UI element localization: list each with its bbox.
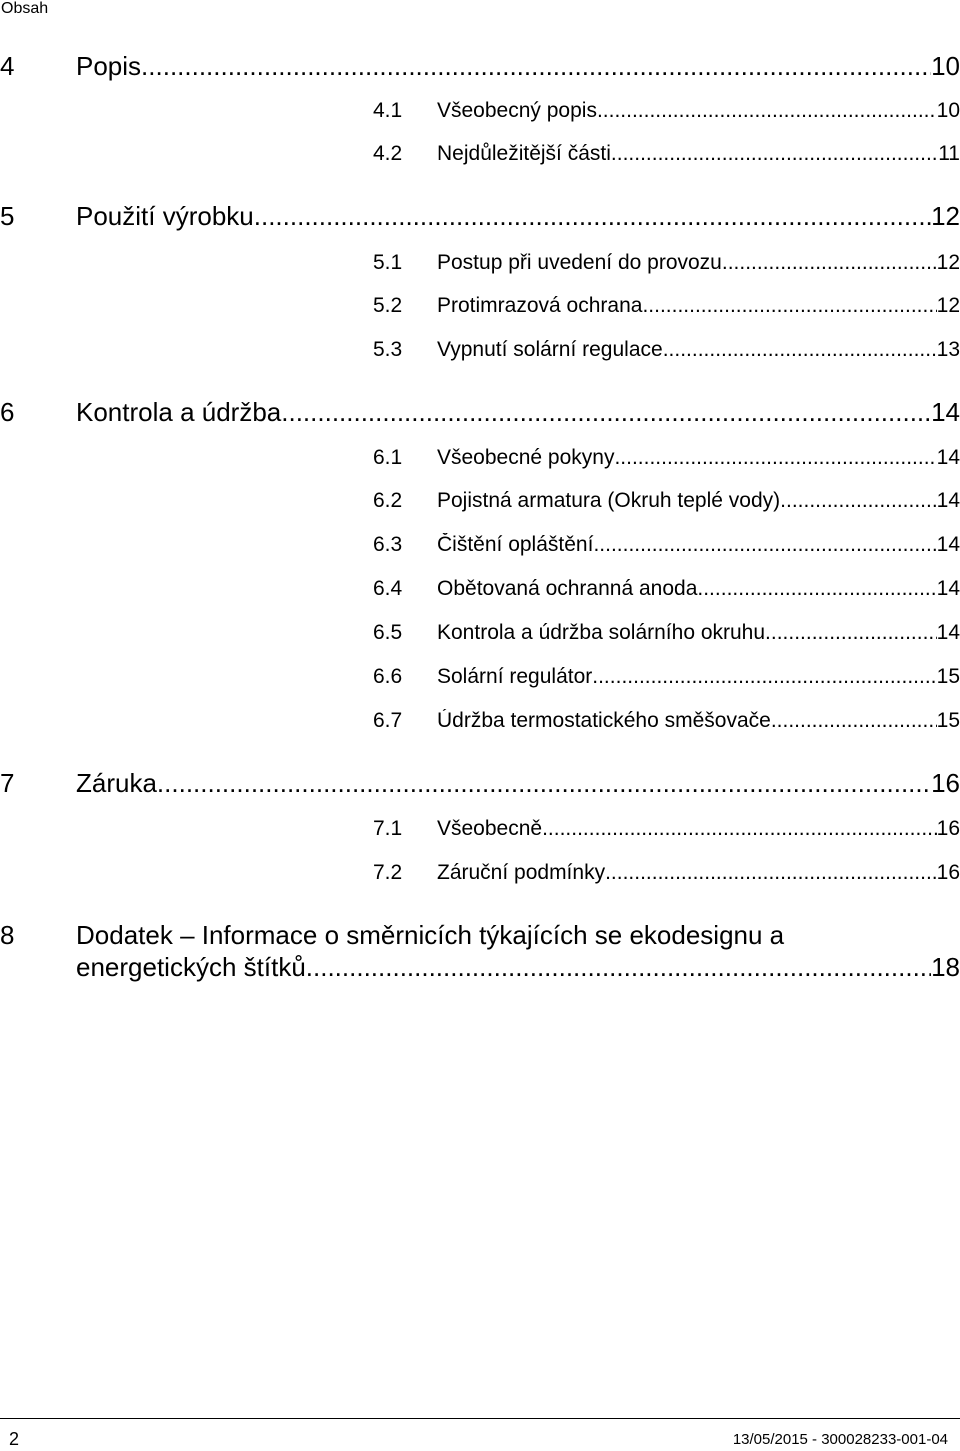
toc-entry-title: Čištění opláštění <box>437 533 594 556</box>
toc-entry-number: 5 <box>0 201 15 231</box>
toc-leader-dots <box>593 533 936 557</box>
toc-entry-page: 11 <box>938 142 960 165</box>
toc-entry-page: 14 <box>936 446 960 469</box>
toc-entry-number: 6.2 <box>373 489 403 512</box>
toc-entry[interactable] <box>373 621 960 645</box>
toc-entry[interactable] <box>373 251 960 275</box>
toc-entry[interactable] <box>373 489 960 513</box>
toc-entry-number: 6 <box>0 397 15 427</box>
toc-entry[interactable] <box>373 817 960 841</box>
toc-entry-page: 12 <box>936 251 960 274</box>
toc-entry-title: Záruka <box>76 768 157 798</box>
toc-entry-page: 15 <box>936 709 960 732</box>
toc-entry-page: 14 <box>936 621 960 644</box>
toc-entry[interactable] <box>373 446 960 470</box>
toc-entry-page: 13 <box>936 338 960 361</box>
toc-leader-dots <box>605 861 937 885</box>
toc-leader-dots <box>141 51 931 81</box>
toc-entry-multiline[interactable] <box>0 920 960 950</box>
toc-entry-continuation[interactable] <box>76 952 960 982</box>
toc-entry-title: Všeobecné pokyny <box>437 446 615 469</box>
toc-entry-title: Záruční podmínky <box>437 861 606 884</box>
toc-leader-dots <box>281 397 931 427</box>
toc-entry-title: Kontrola a údržba solárního okruhu <box>437 621 766 644</box>
toc-entry-number: 7 <box>0 768 15 798</box>
toc-entry[interactable] <box>373 99 960 123</box>
toc-entry-title: Obětovaná ochranná anoda <box>437 577 698 600</box>
toc-entry-title: Údržba termostatického směšovače <box>437 709 771 732</box>
toc-leader-dots <box>771 709 937 733</box>
toc-leader-dots <box>597 99 937 123</box>
toc-entry[interactable] <box>373 294 960 318</box>
toc-entry-page: 14 <box>936 577 960 600</box>
toc-entry-title: Všeobecně <box>437 817 543 840</box>
toc-entry-title: Použití výrobku <box>76 201 254 231</box>
toc-entry-page: 14 <box>936 489 960 512</box>
toc-entry-number: 4.1 <box>373 99 403 122</box>
toc-leader-dots <box>722 251 937 275</box>
toc-entry-title: Kontrola a údržba <box>76 397 282 427</box>
toc-leader-dots <box>254 201 931 231</box>
toc-entry-number: 6.1 <box>373 446 403 469</box>
toc-entry-page: 16 <box>936 861 960 884</box>
toc-entry[interactable] <box>373 338 960 362</box>
toc-leader-dots <box>306 952 931 982</box>
toc-entry-number: 6.7 <box>373 709 403 732</box>
toc-entry[interactable] <box>0 768 960 798</box>
toc-entry-page: 10 <box>936 99 960 122</box>
toc-entry-page: 15 <box>936 665 960 688</box>
toc-entry-title: Postup při uvedení do provozu <box>437 251 722 274</box>
toc-entry-number: 7.1 <box>373 817 403 840</box>
toc-entry-page: 12 <box>936 294 960 317</box>
toc-entry-title: Všeobecný popis <box>437 99 597 122</box>
toc-entry-number: 8 <box>0 920 15 950</box>
toc-entry-number: 5.2 <box>373 294 403 317</box>
footer-page-number: 2 <box>9 1429 20 1449</box>
toc-entry[interactable] <box>0 397 960 427</box>
toc-entry-page: 16 <box>931 768 960 798</box>
toc-entry-number: 6.4 <box>373 577 403 600</box>
toc-leader-dots <box>611 142 938 166</box>
toc-leader-dots <box>642 294 936 318</box>
toc-entry-number: 6.3 <box>373 533 403 556</box>
toc-leader-dots <box>663 338 937 362</box>
toc-entry-title: Vypnutí solární regulace <box>437 338 663 361</box>
footer-document-reference: 13/05/2015 - 300028233-001-04 <box>732 1431 948 1448</box>
toc-entry[interactable] <box>373 533 960 557</box>
toc-entry-number: 5.1 <box>373 251 403 274</box>
toc-entry[interactable] <box>0 51 960 81</box>
toc-entry-page: 14 <box>931 397 960 427</box>
toc-entry-number: 6.6 <box>373 665 403 688</box>
page-header-title: Obsah <box>1 0 49 17</box>
toc-entry[interactable] <box>0 201 960 231</box>
toc-entry-number: 6.5 <box>373 621 403 644</box>
toc-entry-title-line1: Dodatek – Informace o směrnicích týkajících se ekodesignu a <box>76 920 785 950</box>
toc-entry[interactable] <box>373 142 960 166</box>
toc-entry-page: 12 <box>931 201 960 231</box>
footer-divider <box>0 1418 960 1419</box>
toc-entry-title: Protimrazová ochrana <box>437 294 643 317</box>
toc-entry-number: 7.2 <box>373 861 403 884</box>
toc-leader-dots <box>592 665 936 689</box>
toc-entry-title: Popis <box>76 51 142 81</box>
toc-entry-page: 14 <box>936 533 960 556</box>
toc-entry-number: 4.2 <box>373 142 403 165</box>
toc-entry-page: 16 <box>936 817 960 840</box>
toc-entry-number: 5.3 <box>373 338 403 361</box>
toc-entry[interactable] <box>373 861 960 885</box>
toc-entry-page: 10 <box>931 51 960 81</box>
toc-entry-number: 4 <box>0 51 15 81</box>
toc-leader-dots <box>614 446 936 470</box>
toc-entry-title-line2: energetických štítků <box>76 952 306 982</box>
toc-entry[interactable] <box>373 665 960 689</box>
toc-entry-title: Solární regulátor <box>437 665 593 688</box>
toc-leader-dots <box>765 621 937 645</box>
toc-leader-dots <box>157 768 931 798</box>
toc-entry-title: Pojistná armatura (Okruh teplé vody) <box>437 489 781 512</box>
toc-leader-dots <box>542 817 937 841</box>
toc-entry-title: Nejdůležitější části <box>437 142 611 165</box>
toc-entry-page: 18 <box>931 952 960 982</box>
toc-entry[interactable] <box>373 709 960 733</box>
toc-entry[interactable] <box>373 577 960 601</box>
toc-leader-dots <box>780 489 936 513</box>
toc-leader-dots <box>697 577 936 601</box>
